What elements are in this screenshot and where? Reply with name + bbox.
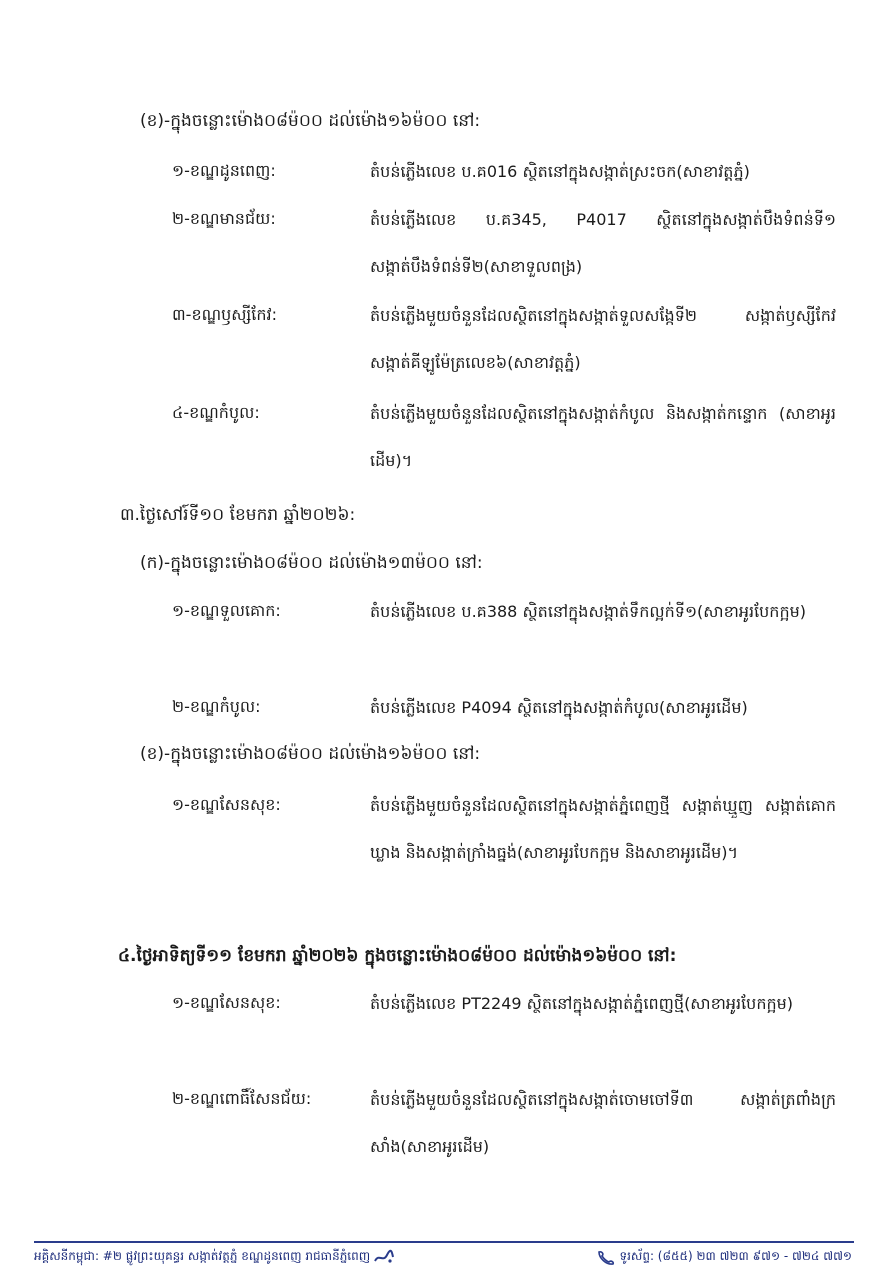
section-heading-a2: (ក)-ក្នុងចន្លោះម៉ោង០៨ម៉០០ ដល់ម៉ោង១៣ម៉០០ នៅ: xyxy=(140,553,483,573)
item-label: ១-ខណ្ឌដូនពេញ: xyxy=(172,161,276,180)
item-label: ៣-ខណ្ឌឫស្សីកែវ: xyxy=(172,305,277,324)
item-description: តំបន់ភ្លើងលេខ ប.គ345, P4017 ស្ថិតនៅក្នុងសង្កាត់បឹងទំពន់ទី១ សង្កាត់បឹងទំពន់ទី២(សាខាទួលពង្រ) xyxy=(370,210,836,276)
item-label: ១-ខណ្ឌសែនសុខ: xyxy=(172,993,281,1012)
item-label: ៤-ខណ្ឌកំបូល: xyxy=(172,403,260,422)
footer-address xyxy=(34,1248,394,1266)
footer-address-text: អគ្គិសនីកម្ពុជា: #២ ផ្លូវព្រះយុគន្ធរ សង្កាត់វត្តភ្នំ ខណ្ឌដូនពេញ រាជធានីភ្នំពេញ xyxy=(34,1249,371,1263)
item-description: តំបន់ភ្លើងមួយចំនួនដែលស្ថិតនៅក្នុងសង្កាត់ទួលសង្កែទី២ សង្កាត់ឫស្សីកែវ សង្កាត់គីឡូម៉ែត្រលេខ៦(សាខាវត្តភ្នំ) xyxy=(370,306,836,372)
footer-phone xyxy=(596,1248,852,1266)
logo-signature-icon xyxy=(374,1249,394,1265)
phone-icon xyxy=(596,1249,616,1265)
item-description: តំបន់ភ្លើងលេខ P4094 ស្ថិតនៅក្នុងសង្កាត់កំបូល(សាខាអូរដើម) xyxy=(370,698,748,717)
item-label: ២-ខណ្ឌកំបូល: xyxy=(172,697,261,716)
item-description: តំបន់ភ្លើងមួយចំនួនដែលស្ថិតនៅក្នុងសង្កាត់ភ្នំពេញថ្មី សង្កាត់ឃ្មួញ សង្កាត់គោកឃ្លាង និងសង្កាត់ក្រាំងធ្នង់(សាខាអូរបែកក្អម និងសាខាអូរដើម)។ xyxy=(370,796,836,862)
day-heading-4: ៤.ថ្ងៃអាទិត្យទី១១ ខែមករា ឆ្នាំ២០២៦ ក្នុងចន្លោះម៉ោង០៨ម៉០០ ដល់ម៉ោង១៦ម៉០០ នៅ: xyxy=(118,946,677,966)
item-label: ២-ខណ្ឌពោធិ៍សែនជ័យ: xyxy=(172,1089,312,1108)
item-description: តំបន់ភ្លើងលេខ ប.គ016 ស្ថិតនៅក្នុងសង្កាត់ស្រះចក(សាខាវត្តភ្នំ) xyxy=(370,162,750,181)
item-description: តំបន់ភ្លើងមួយចំនួនដែលស្ថិតនៅក្នុងសង្កាត់កំបូល និងសង្កាត់កន្ទោក (សាខាអូរដើម)។ xyxy=(370,404,836,470)
section-heading-b1: (ខ)-ក្នុងចន្លោះម៉ោង០៨ម៉០០ ដល់ម៉ោង១៦ម៉០០ នៅ: xyxy=(140,111,481,131)
item-description: តំបន់ភ្លើងលេខ PT2249 ស្ថិតនៅក្នុងសង្កាត់ភ្នំពេញថ្មី(សាខាអូរបែកក្អម) xyxy=(370,994,794,1013)
footer-divider xyxy=(34,1241,854,1243)
day-heading-3: ៣.ថ្ងៃសៅរ៍ទី១០ ខែមករា ឆ្នាំ២០២៦: xyxy=(120,505,356,525)
footer-phone-text: ទូរស័ព្ទ: (៨៥៥) ២៣ ៧២៣ ៩៧១ - ៧២៤ ៧៧១ xyxy=(619,1249,852,1263)
item-label: ១-ខណ្ឌសែនសុខ: xyxy=(172,795,281,814)
item-description: តំបន់ភ្លើងលេខ ប.គ388 ស្ថិតនៅក្នុងសង្កាត់ទឹកល្អក់ទី១(សាខាអូរបែកក្អម) xyxy=(370,602,807,621)
item-description: តំបន់ភ្លើងមួយចំនួនដែលស្ថិតនៅក្នុងសង្កាត់ចោមចៅទី៣ សង្កាត់ត្រពាំងក្រសាំង(សាខាអូរដើម) xyxy=(370,1090,836,1156)
item-label: ១-ខណ្ឌទួលគោក: xyxy=(172,601,281,620)
item-label: ២-ខណ្ឌមានជ័យ: xyxy=(172,209,276,228)
section-heading-b2: (ខ)-ក្នុងចន្លោះម៉ោង០៨ម៉០០ ដល់ម៉ោង១៦ម៉០០ នៅ: xyxy=(140,744,481,764)
